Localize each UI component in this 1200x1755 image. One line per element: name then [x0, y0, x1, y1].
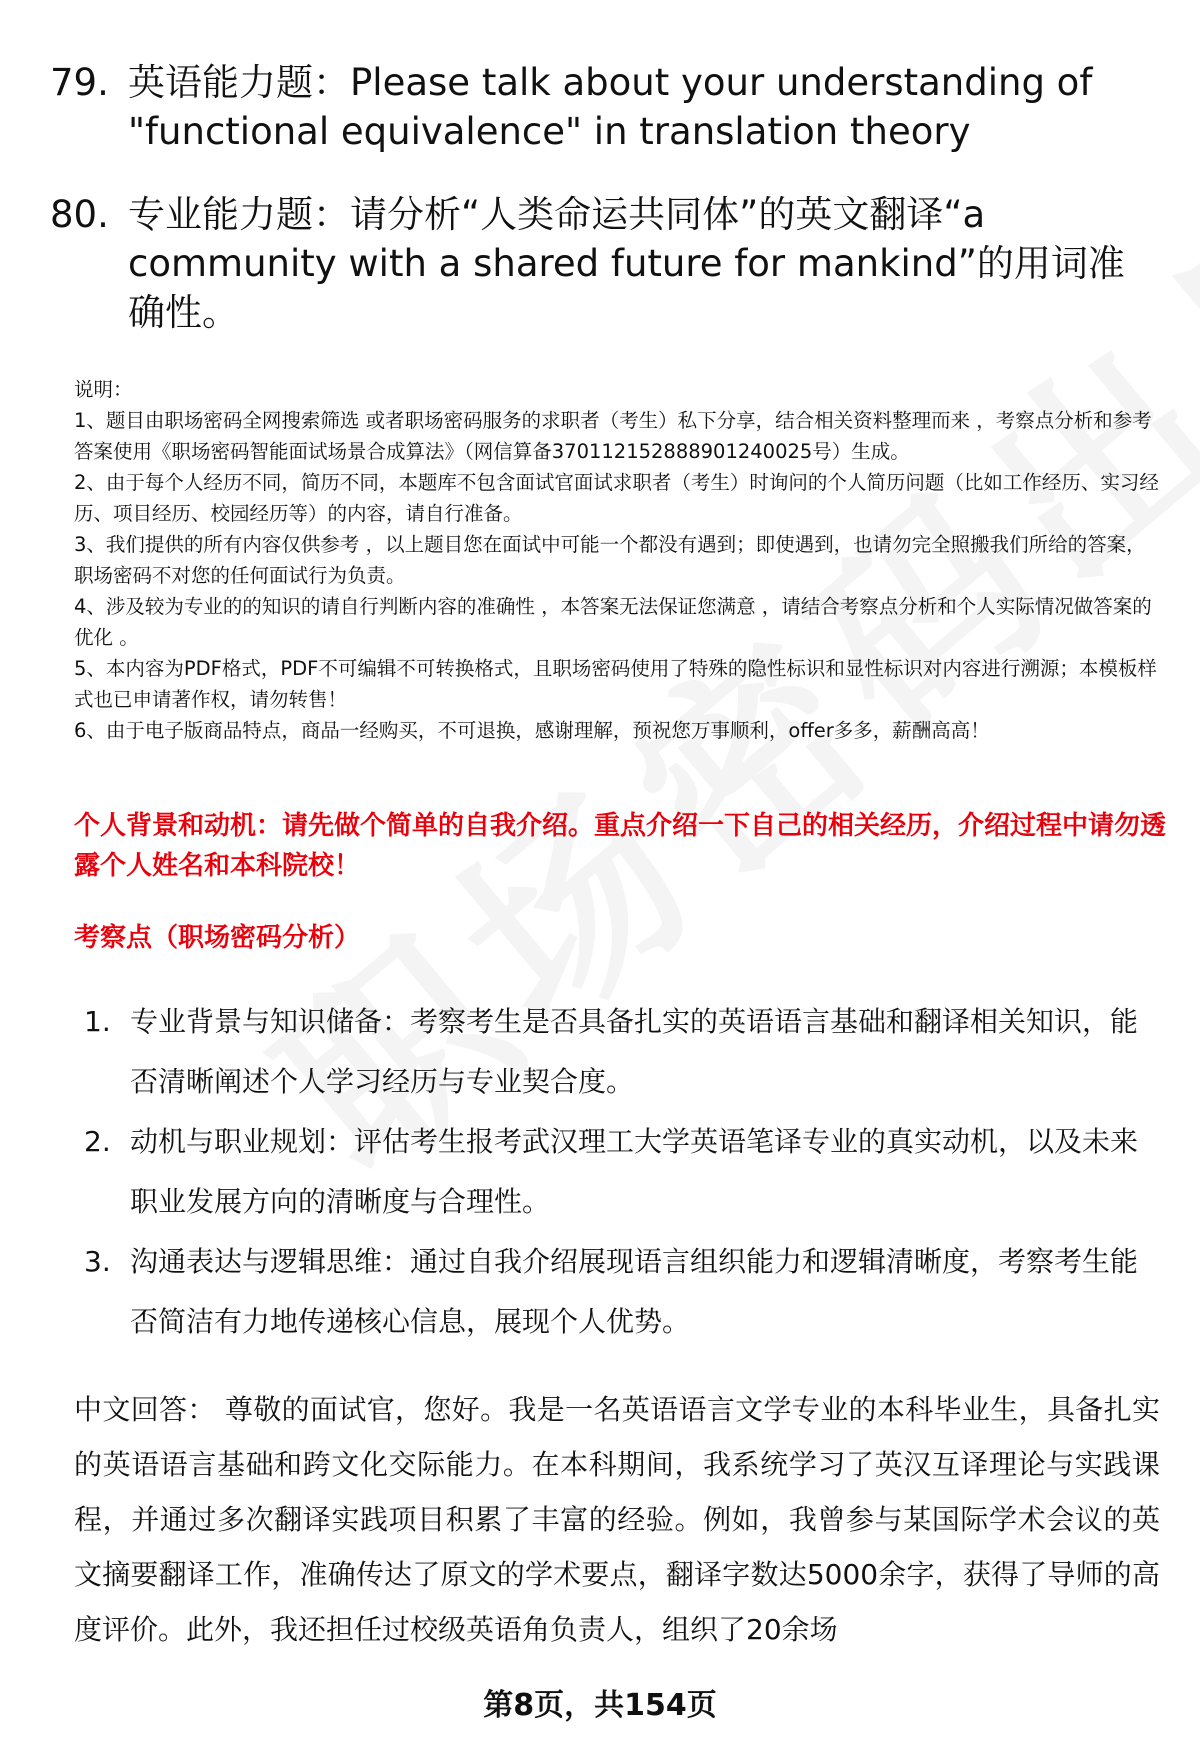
note-item: 2、由于每个人经历不同，简历不同，本题库不包含面试官面试求职者（考生）时询问的个人简历问题（比如工作经历、实习经历、项目经历、校园经历等）的内容，请自行准备。 [74, 471, 1159, 525]
notes-title: 说明： [74, 378, 133, 401]
question-text: 英语能力题：Please talk about your understanding of "functional equivalence" in translation theory [128, 61, 1093, 153]
assessment-point [84, 992, 1144, 1112]
question-number: 80. [50, 193, 109, 236]
assessment-points [84, 992, 1144, 1352]
notes-section [74, 374, 1164, 746]
note-item: 6、由于电子版商品特点，商品一经购买，不可退换，感谢理解，预祝您万事顺利，offer多多，薪酬高高！ [74, 719, 990, 742]
point-text: 沟通表达与逻辑思维：通过自我介绍展现语言组织能力和逻辑清晰度，考察考生能否简洁有力地传递核心信息，展现个人优势。 [130, 1245, 1139, 1338]
note-item: 1、题目由职场密码全网搜索筛选 或者职场密码服务的求职者（考生）私下分享，结合相关资料整理而来 ，考察点分析和参考答案使用《职场密码智能面试场景合成算法》（网信算备370112152888901240025号）生成。 [74, 409, 1152, 463]
assessment-point [84, 1232, 1144, 1352]
note-item: 3、我们提供的所有内容仅供参考 ，以上题目您在面试中可能一个都没有遇到；即使遇到，也请勿完全照搬我们所给的答案，职场密码不对您的任何面试行为负责。 [74, 533, 1146, 587]
note-item: 5、本内容为PDF格式，PDF不可编辑不可转换格式，且职场密码使用了特殊的隐性标识和显性标识对内容进行溯源；本模板样式也已申请著作权，请勿转售！ [74, 657, 1157, 711]
point-text: 动机与职业规划：评估考生报考武汉理工大学英语笔译专业的真实动机，以及未来职业发展方向的清晰度与合理性。 [130, 1125, 1139, 1218]
point-number: 1. [84, 1005, 111, 1038]
point-text: 专业背景与知识储备：考察考生是否具备扎实的英语语言基础和翻译相关知识，能否清晰阐述个人学习经历与专业契合度。 [130, 1005, 1139, 1098]
assessment-point [84, 1112, 1144, 1232]
page-footer: 第8页，共154页 [483, 1688, 717, 1723]
point-number: 2. [84, 1125, 111, 1158]
question-80 [50, 190, 1160, 337]
point-number: 3. [84, 1245, 111, 1278]
note-item: 4、涉及较为专业的的知识的请自行判断内容的准确性 ，本答案无法保证您满意 ，请结合考察点分析和个人实际情况做答案的优化 。 [74, 595, 1152, 649]
question-79 [50, 58, 1160, 156]
question-text: 专业能力题：请分析“人类命运共同体”的英文翻译“a community with a shared future for mankind”的用词准确性。 [128, 193, 1125, 334]
points-heading: 考察点（职场密码分析） [74, 923, 361, 953]
answer-paragraph: 中文回答： 尊敬的面试官，您好。我是一名英语语言文学专业的本科毕业生，具备扎实的英语语言基础和跨文化交际能力。在本科期间，我系统学习了英汉互译理论与实践课程，并通过多次翻译实践项目积累了丰富的经验。例如，我曾参与某国际学术会议的英文摘要翻译工作，准确传达了原文的学术要点，翻译字数达5000余字，获得了导师的高度评价。此外，我还担任过校级英语角负责人，组织了20余场 [74, 1393, 1160, 1646]
background-prompt: 个人背景和动机：请先做个简单的自我介绍。重点介绍一下自己的相关经历，介绍过程中请勿透露个人姓名和本科院校！ [74, 811, 1167, 881]
question-number: 79. [50, 61, 109, 104]
